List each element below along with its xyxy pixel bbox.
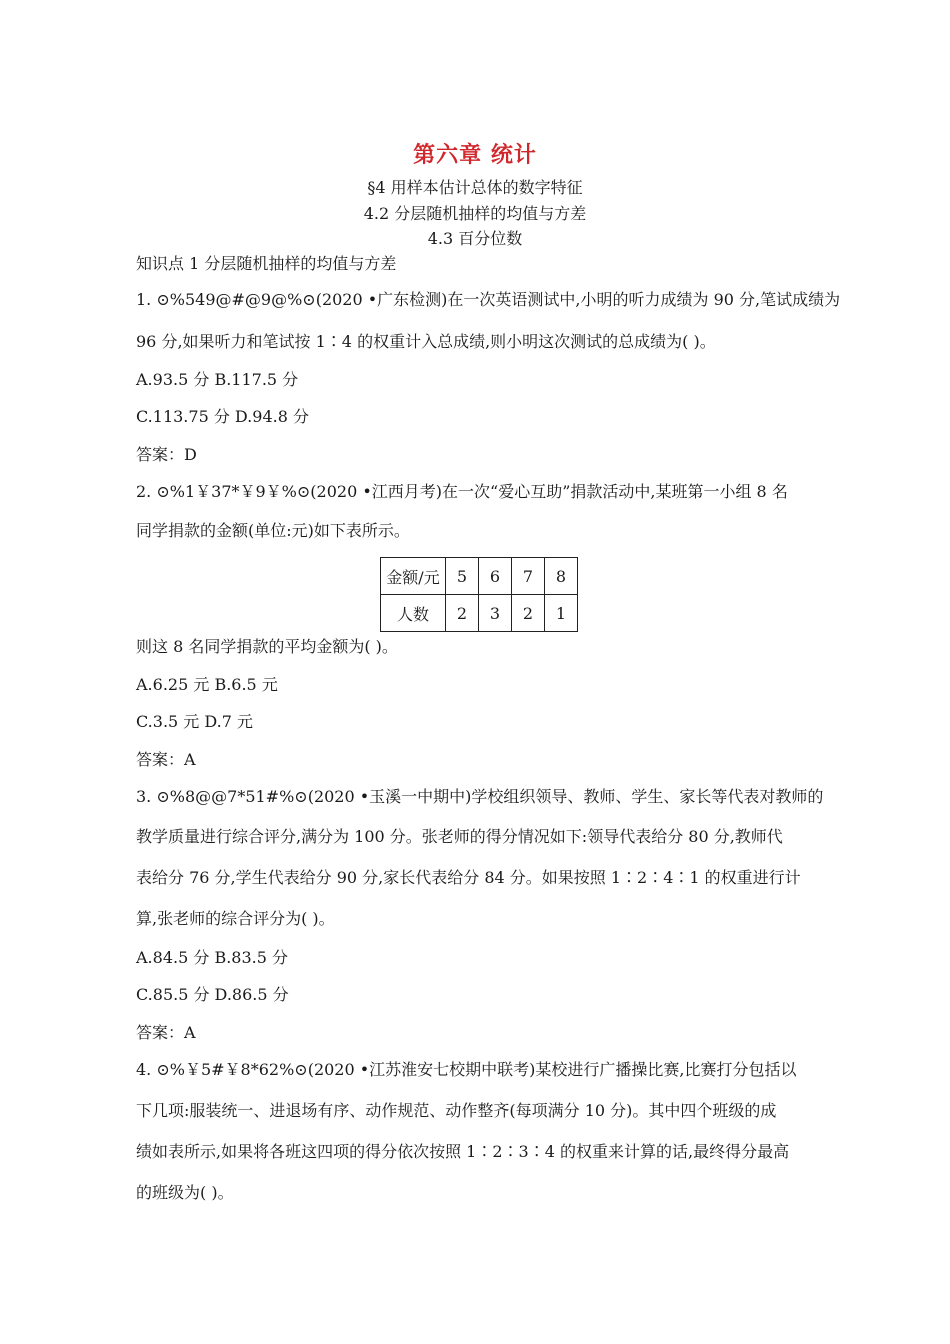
question-2-line-2: 同学捐款的金额(单位:元)如下表所示。 xyxy=(136,521,410,540)
table-cell: 8 xyxy=(545,558,578,595)
table-header-amount: 金额/元 xyxy=(381,558,446,595)
table-row xyxy=(381,595,578,632)
question-3-line-1: 3. ⊙%8@@7*51#%⊙(2020 •玉溪一中期中)学校组织领导、教师、学生、家长等代表对教师的 xyxy=(136,787,824,806)
knowledge-point-heading: 知识点 1 分层随机抽样的均值与方差 xyxy=(136,254,397,273)
question-1-options-cd: C.113.75 分 D.94.8 分 xyxy=(136,407,309,426)
table-cell: 2 xyxy=(446,595,479,632)
question-1-options-ab: A.93.5 分 B.117.5 分 xyxy=(136,370,299,389)
donation-table xyxy=(380,557,578,632)
question-3-options-cd: C.85.5 分 D.86.5 分 xyxy=(136,985,289,1004)
question-2-options-cd: C.3.5 元 D.7 元 xyxy=(136,712,253,731)
table-cell: 1 xyxy=(545,595,578,632)
question-4-line-3: 绩如表所示,如果将各班这四项的得分依次按照 1∶2∶3∶4 的权重来计算的话,最终得分最高 xyxy=(136,1142,790,1161)
question-3-answer: 答案：A xyxy=(136,1023,196,1042)
subsection-title-2: 4.3 百分位数 xyxy=(427,229,523,248)
question-4-line-4: 的班级为( )。 xyxy=(136,1183,234,1202)
section-title: §4 用样本估计总体的数字特征 xyxy=(367,178,583,197)
table-cell: 6 xyxy=(479,558,512,595)
chapter-title: 第六章 统计 xyxy=(413,143,537,168)
table-header-count: 人数 xyxy=(381,595,446,632)
question-2-options-ab: A.6.25 元 B.6.5 元 xyxy=(136,675,278,694)
question-3-line-2: 教学质量进行综合评分,满分为 100 分。张老师的得分情况如下:领导代表给分 80 分,教师代 xyxy=(136,827,783,846)
question-3-options-ab: A.84.5 分 B.83.5 分 xyxy=(136,948,288,967)
question-1-line-1: 1. ⊙%549@#@9@%⊙(2020 •广东检测)在一次英语测试中,小明的听力成绩为 90 分,笔试成绩为 xyxy=(136,290,841,309)
question-2-answer: 答案：A xyxy=(136,750,196,769)
question-1-answer: 答案：D xyxy=(136,445,197,464)
table-cell: 7 xyxy=(512,558,545,595)
subsection-title-1: 4.2 分层随机抽样的均值与方差 xyxy=(363,204,587,223)
question-4-line-1: 4. ⊙%￥5#￥8*62%⊙(2020 •江苏淮安七校期中联考)某校进行广播操比赛,比赛打分包括以 xyxy=(136,1060,797,1079)
table-cell: 3 xyxy=(479,595,512,632)
question-1-line-2: 96 分,如果听力和笔试按 1∶4 的权重计入总成绩,则小明这次测试的总成绩为( )。 xyxy=(136,332,716,351)
table-cell: 2 xyxy=(512,595,545,632)
question-3-line-3: 表给分 76 分,学生代表给分 90 分,家长代表给分 84 分。如果按照 1∶2∶4∶1 的权重进行计 xyxy=(136,868,801,887)
table-row xyxy=(381,558,578,595)
question-2-line-1: 2. ⊙%1￥37*￥9￥%⊙(2020 •江西月考)在一次“爱心互助”捐款活动中,某班第一小组 8 名 xyxy=(136,482,788,501)
question-4-line-2: 下几项:服装统一、进退场有序、动作规范、动作整齐(每项满分 10 分)。其中四个班级的成 xyxy=(136,1101,777,1120)
table-cell: 5 xyxy=(446,558,479,595)
question-2-line-3: 则这 8 名同学捐款的平均金额为( )。 xyxy=(136,637,398,656)
question-3-line-4: 算,张老师的综合评分为( )。 xyxy=(136,909,335,928)
